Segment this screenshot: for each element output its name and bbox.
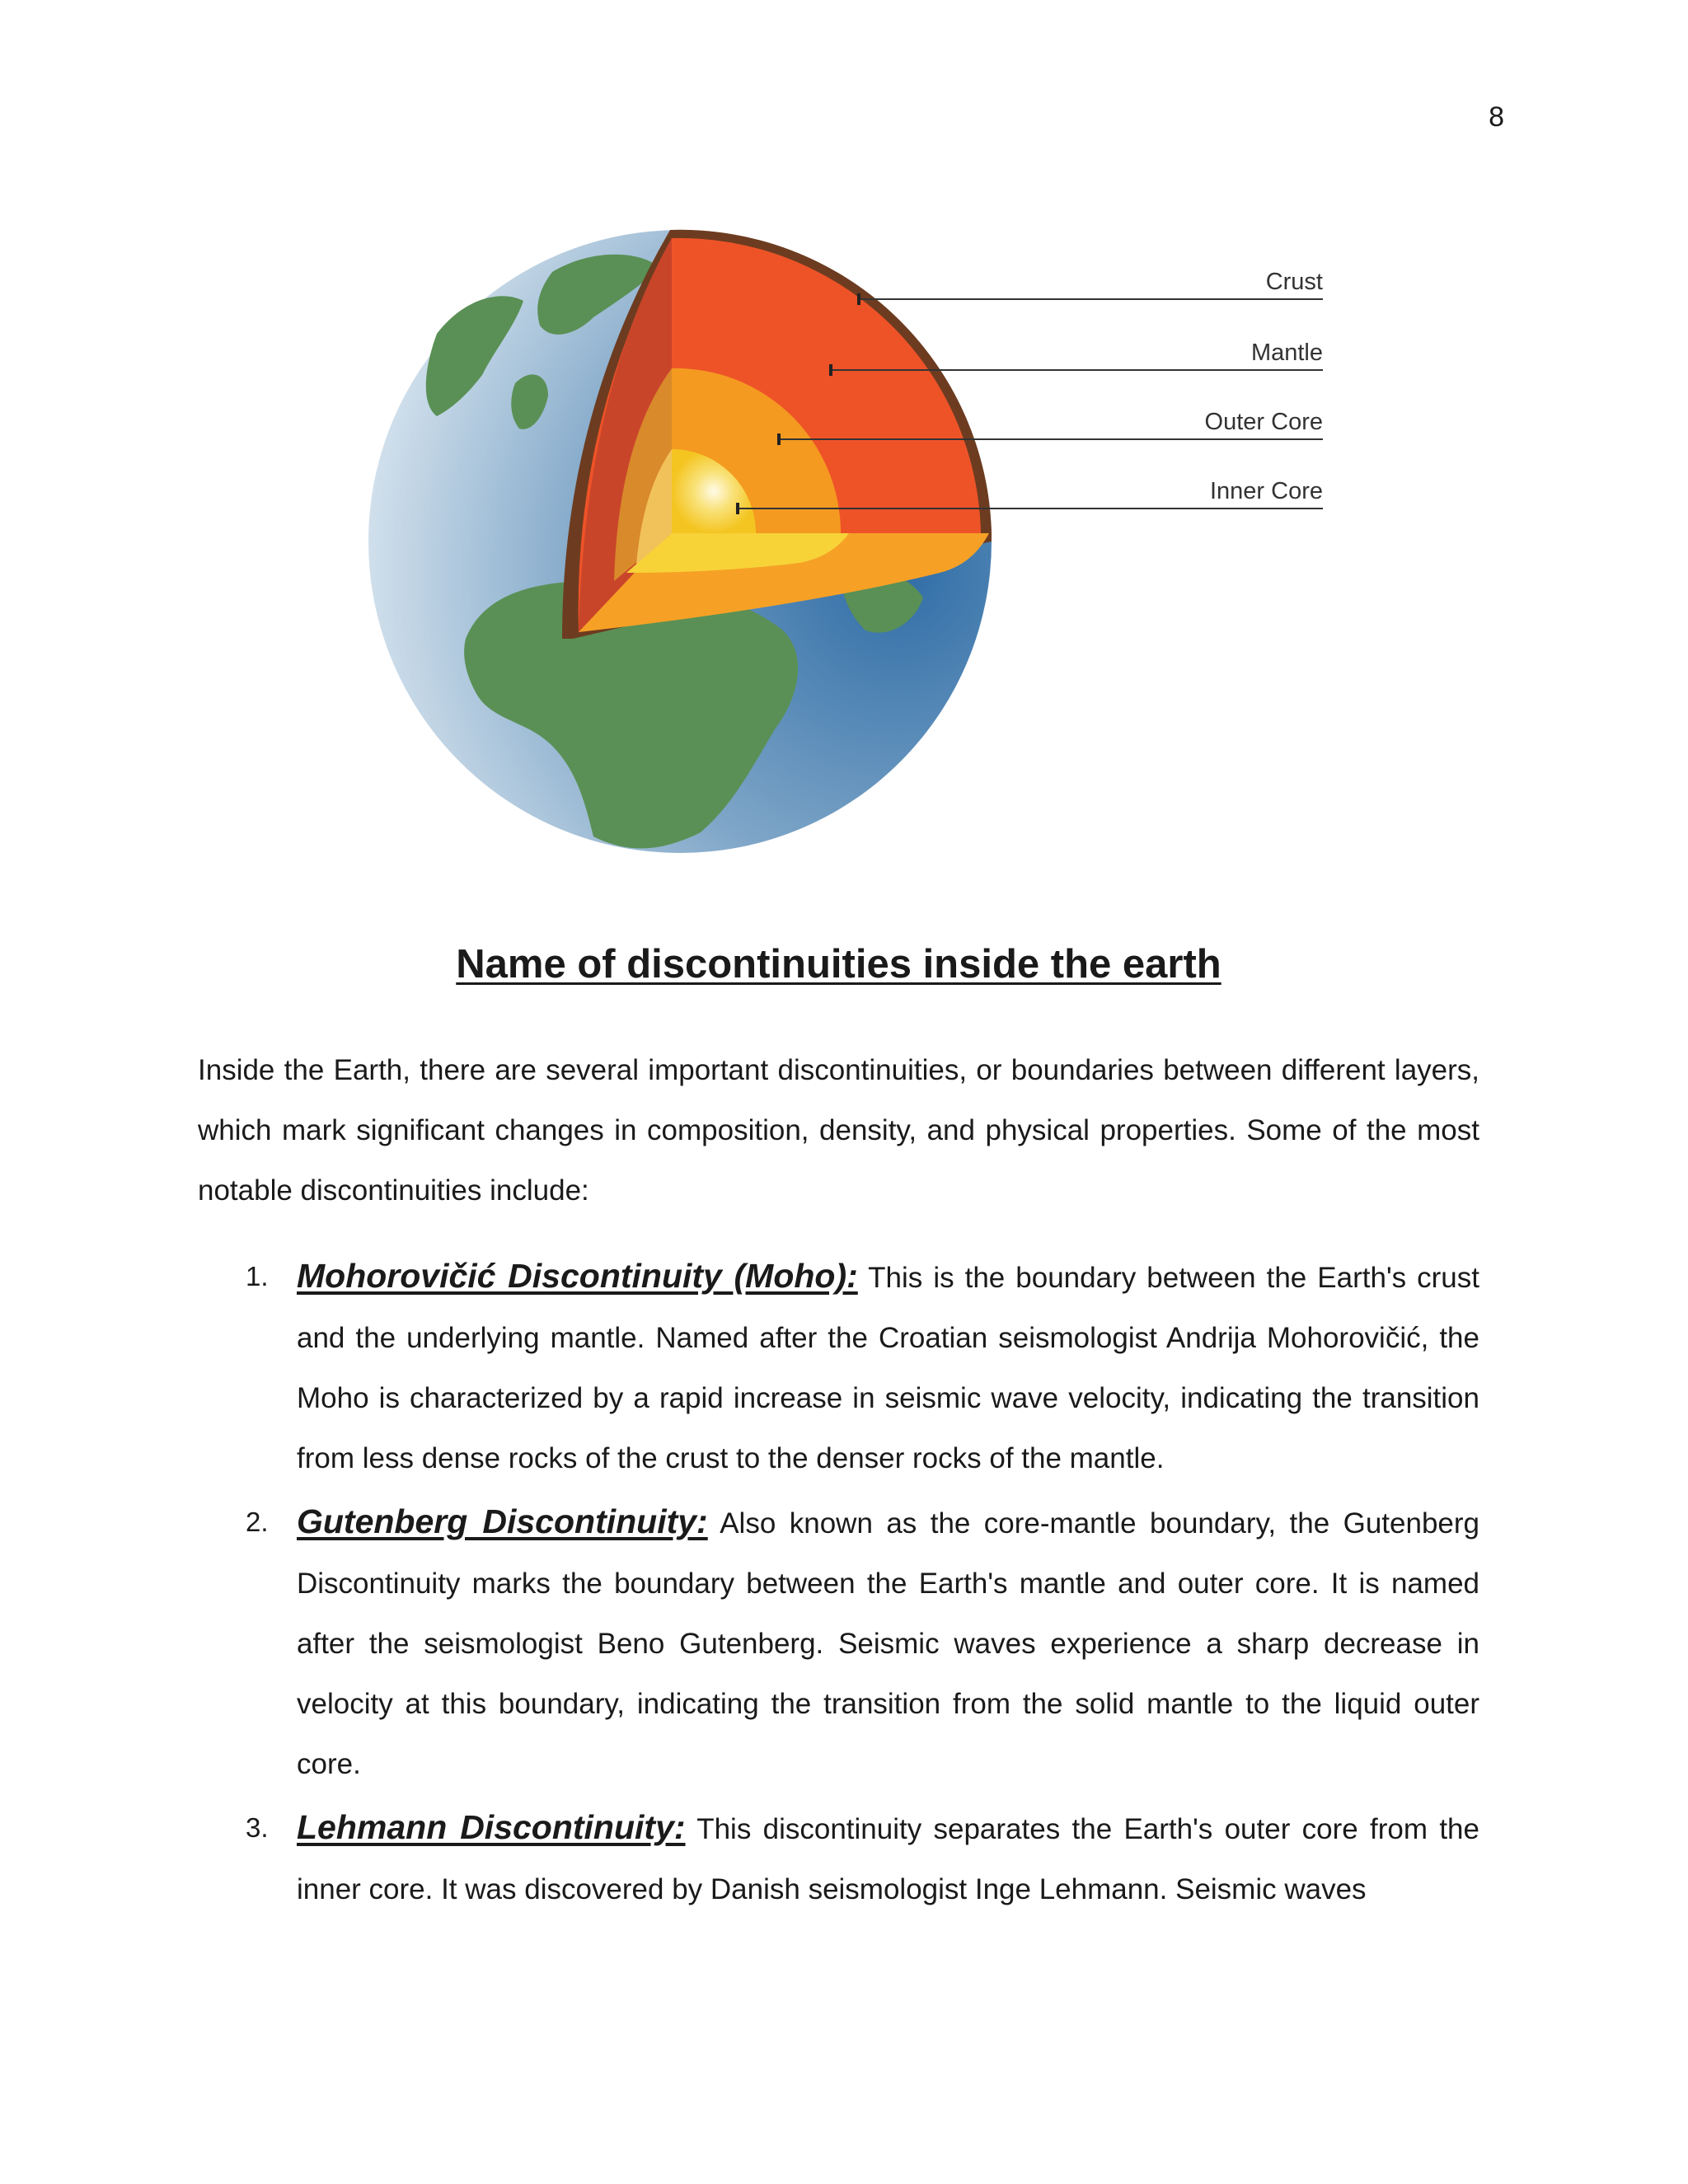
label-mantle: Mantle <box>1250 340 1323 366</box>
mantle-tick <box>829 364 832 376</box>
crust-tick <box>857 293 860 305</box>
description-moho: This is the boundary between the Earth's crust and the underlying mantle. Named after the Croatian seismologist Andrija Mohorovičić, the Moho is characterized by a rapid increase in seismic wave velocity, indicating the transition from less dense rocks of the crust to the denser rocks of the mantle. <box>297 1262 1479 1474</box>
list-item-gutenberg <box>198 1492 1479 1794</box>
intro-paragraph: Inside the Earth, there are several important discontinuities, or boundaries between different layers, which mark significant changes in composition, density, and physical properties. Some of the most notable discontinuities include: <box>198 1054 1479 1207</box>
earth-cutaway-illustration <box>346 210 1360 878</box>
description-lehmann: This discontinuity separates the Earth's outer core from the inner core. It was discovered by Danish seismologist Inge Lehmann. Seismic waves <box>297 1813 1479 1905</box>
label-outer-core: Outer Core <box>1204 409 1323 435</box>
list-number: 2. <box>246 1507 269 1537</box>
list-item-moho <box>198 1246 1479 1488</box>
section-heading: Name of discontinuities inside the earth <box>456 942 1221 987</box>
list-number: 3. <box>246 1812 269 1843</box>
label-inner-core: Inner Core <box>1209 478 1323 504</box>
page-number: 8 <box>1489 101 1504 133</box>
label-crust: Crust <box>1265 269 1323 295</box>
list-number: 1. <box>246 1261 269 1291</box>
outer-core-tick <box>777 434 781 445</box>
discontinuities-list <box>198 1246 1479 1923</box>
inner-core-tick <box>736 503 739 514</box>
term-gutenberg: Gutenberg Discontinuity: <box>297 1502 708 1540</box>
earth-layers-diagram <box>346 210 1360 878</box>
list-item-lehmann <box>198 1797 1479 1919</box>
term-lehmann: Lehmann Discontinuity: <box>297 1808 686 1846</box>
description-gutenberg: Also known as the core-mantle boundary, the Gutenberg Discontinuity marks the boundary between the Earth's mantle and outer core. It is named after the seismologist Beno Gutenberg. Seismic waves experience a sharp decrease in velocity at this boundary, indicating the transition from the solid mantle to the liquid outer core. <box>297 1507 1480 1780</box>
term-moho: Mohorovičić Discontinuity (Moho): <box>297 1257 858 1295</box>
